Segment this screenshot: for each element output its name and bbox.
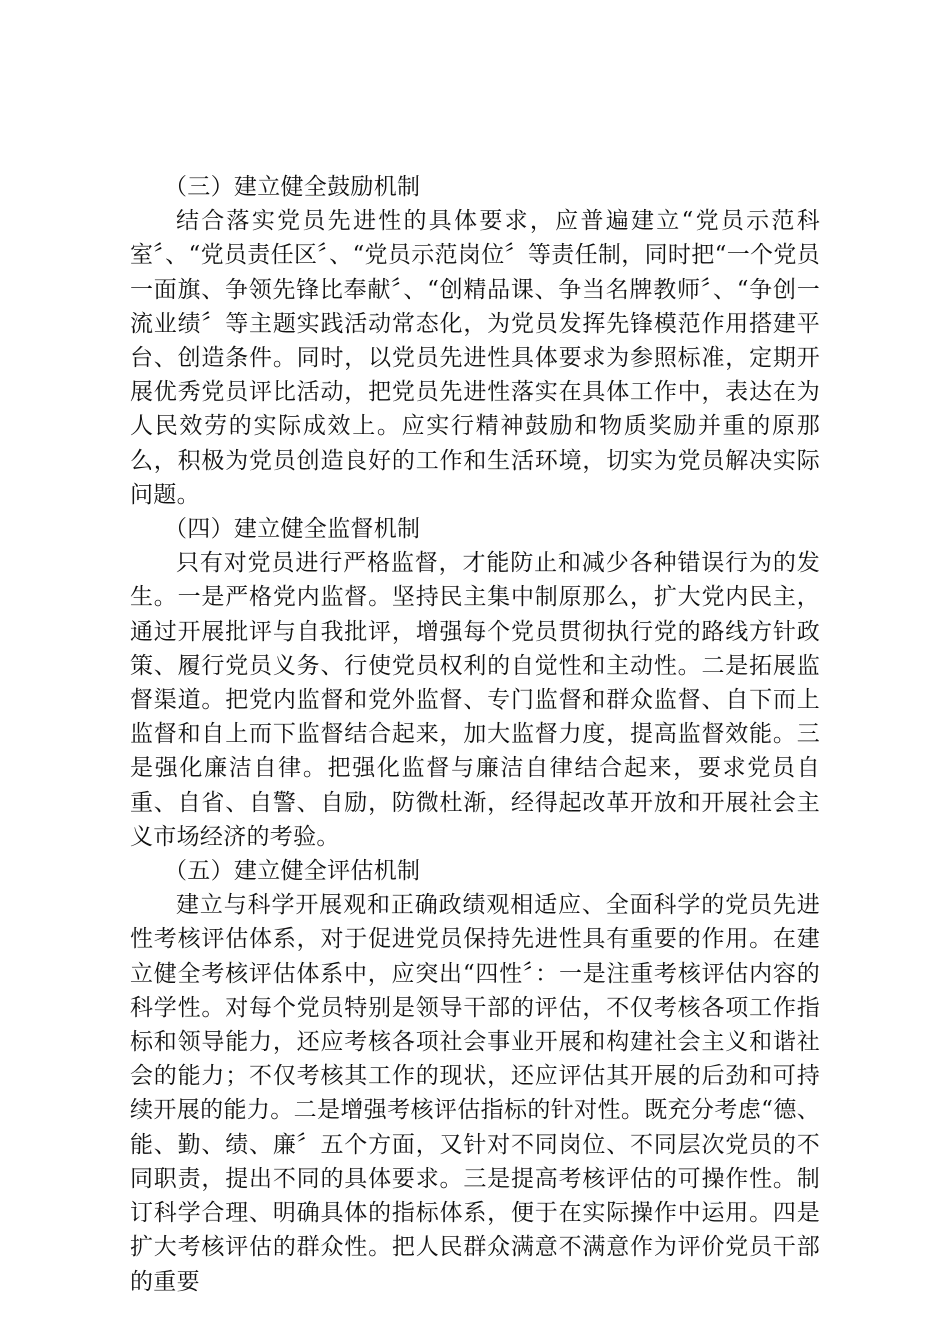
document-page: [130, 170, 820, 1299]
section-evaluation-mechanism: [130, 854, 820, 1299]
section-heading: （四）建立健全监督机制: [164, 516, 421, 543]
section-paragraph: 建立与科学开展观和正确政绩观相适应、全面科学的党员先进性考核评估体系，对于促进党员保持先进性具有重要的作用。在建立健全考核评估体系中，应突出“四性〞：一是注重考核评估内容的科学性。对每个党员特别是领导干部的评估，不仅考核各项工作指标和领导能力，还应考核各项社会事业开展和构建社会主义和谐社会的能力；不仅考核其工作的现状，还应评估其开展的后劲和可持续开展的能力。二是增强考核评估指标的针对性。既充分考虑“德、能、勤、绩、廉〞五个方面，又针对不同岗位、不同层次党员的不同职责，提出不同的具体要求。三是提高考核评估的可操作性。制订科学合理、明确具体的指标体系，便于在实际操作中运用。四是扩大考核评估的群众性。把人民群众满意不满意作为评价党员干部的重要: [130, 892, 820, 1295]
section-paragraph: 只有对党员进行严格监督，才能防止和减少各种错误行为的发生。一是严格党内监督。坚持民主集中制原那么，扩大党内民主，通过开展批评与自我批评，增强每个党员贯彻执行党的路线方针政策、履行党员义务、行使党员权利的自觉性和主动性。二是拓展监督渠道。把党内监督和党外监督、专门监督和群众监督、自下而上监督和自上而下监督结合起来，加大监督力度，提高监督效能。三是强化廉洁自律。把强化监督与廉洁自律结合起来，要求党员自重、自省、自警、自励，防微杜渐，经得起改革开放和开展社会主义市场经济的考验。: [130, 550, 820, 850]
section-heading: （五）建立健全评估机制: [164, 858, 421, 885]
section-heading: （三）建立健全鼓励机制: [164, 174, 421, 200]
section-supervision-mechanism: [130, 512, 820, 854]
section-paragraph: 结合落实党员先进性的具体要求，应普遍建立“党员示范科室〞、“党员责任区〞、“党员示范岗位〞等责任制，同时把“一个党员一面旗、争领先锋比奉献〞、“创精品课、争当名牌教师〞、“争创一流业绩〞等主题实践活动常态化，为党员发挥先锋模范作用搭建平台、创造条件。同时，以党员先进性具体要求为参照标准，定期开展优秀党员评比活动，把党员先进性落实在具体工作中，表达在为人民效劳的实际成效上。应实行精神鼓励和物质奖励并重的原那么，积极为党员创造良好的工作和生活环境，切实为党员解决实际问题。: [130, 208, 820, 508]
section-encouragement-mechanism: [130, 170, 820, 512]
